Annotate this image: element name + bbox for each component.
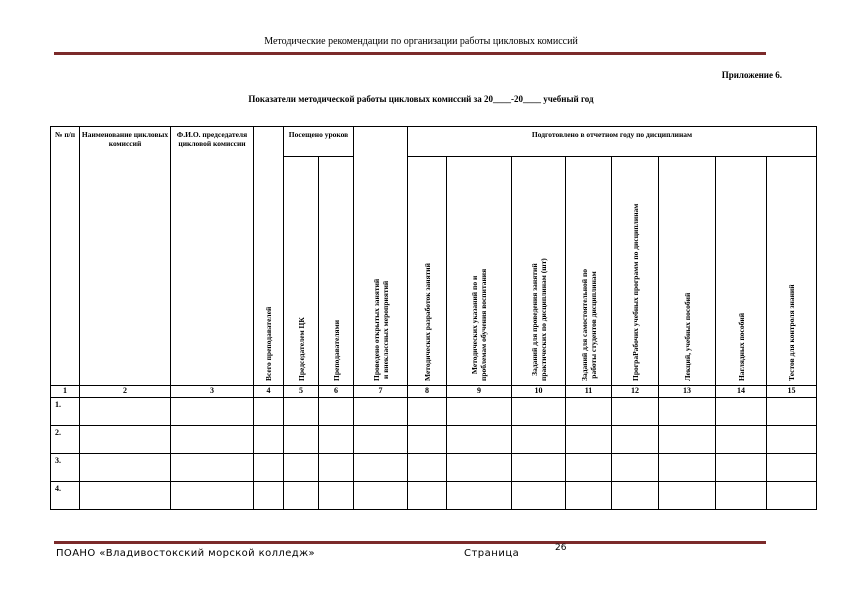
footer-organization: ПОАНО «Владивостокский морской колледж» <box>56 548 315 559</box>
header-commission-name: Наименование цикловых комиссий <box>80 127 171 386</box>
header-chair-name: Ф.И.О. председателя цикловой комиссии <box>171 127 254 386</box>
table-row <box>51 426 817 454</box>
table-cell <box>612 482 659 510</box>
column-number-cell: 11 <box>566 386 612 398</box>
table-cell <box>319 426 354 454</box>
header-lectures: Лекций, учебных пособий <box>659 157 716 386</box>
table-cell <box>319 398 354 426</box>
header-prepared-group: Подготовлено в отчетном году по дисциплинам <box>408 127 817 157</box>
table-row <box>51 454 817 482</box>
table-cell <box>254 398 284 426</box>
table-cell <box>319 482 354 510</box>
table-cell <box>408 426 447 454</box>
header-practical-tasks: Заданий для проведения занятий практических по дисциплинам (шт) <box>512 157 566 386</box>
table-cell <box>284 454 319 482</box>
table-row <box>51 482 817 510</box>
table-cell <box>171 426 254 454</box>
table-cell <box>354 398 408 426</box>
header-methodical-instructions: Методических указаний по и проблемам обучения воспитания <box>447 157 512 386</box>
column-number-cell: 8 <box>408 386 447 398</box>
table-cell <box>716 482 767 510</box>
table-cell <box>284 398 319 426</box>
table-cell <box>716 398 767 426</box>
table-cell <box>254 426 284 454</box>
table-cell <box>80 482 171 510</box>
header-methodical-developments: Методических разработок занятий <box>408 157 447 386</box>
table-cell <box>80 454 171 482</box>
methodical-work-table <box>50 126 817 510</box>
table-cell <box>354 426 408 454</box>
table-cell <box>408 398 447 426</box>
table-cell <box>767 454 817 482</box>
table-cell <box>566 454 612 482</box>
table-cell <box>447 454 512 482</box>
table-cell <box>512 426 566 454</box>
table-cell <box>80 398 171 426</box>
table-cell <box>659 482 716 510</box>
table-cell <box>284 426 319 454</box>
header-work-programs: ПрограРабочих учебных программ по дисциплинам <box>612 157 659 386</box>
table-cell <box>612 454 659 482</box>
table-cell <box>512 482 566 510</box>
table-cell <box>354 454 408 482</box>
row-number: 1. <box>51 398 80 426</box>
header-independent-work: Заданий для самостоятельной по работы студентов дисциплинам <box>566 157 612 386</box>
page-header-title: Методические рекомендации по организации работы цикловых комиссий <box>264 36 578 47</box>
table-cell <box>254 454 284 482</box>
column-number-cell: 5 <box>284 386 319 398</box>
row-number: 3. <box>51 454 80 482</box>
table-cell <box>447 482 512 510</box>
table-cell <box>447 398 512 426</box>
table-cell <box>767 426 817 454</box>
column-number-cell: 10 <box>512 386 566 398</box>
column-number-cell: 12 <box>612 386 659 398</box>
header-open-lessons: Проведено открытых занятий и внеклассных мероприятий <box>354 127 408 386</box>
column-number-cell: 1 <box>51 386 80 398</box>
table-cell <box>408 454 447 482</box>
row-number: 4. <box>51 482 80 510</box>
table-cell <box>612 426 659 454</box>
column-number-cell: 15 <box>767 386 817 398</box>
table-cell <box>566 482 612 510</box>
table-cell <box>447 426 512 454</box>
table-cell <box>659 398 716 426</box>
table-cell <box>408 482 447 510</box>
table-cell <box>659 426 716 454</box>
header-by-teachers: Преподавателями <box>319 157 354 386</box>
column-number-cell: 14 <box>716 386 767 398</box>
header-tests: Тестов для контроля знаний <box>767 157 817 386</box>
table-cell <box>716 454 767 482</box>
header-by-chair: Председателем ЦК <box>284 157 319 386</box>
table-cell <box>767 398 817 426</box>
table-cell <box>171 454 254 482</box>
table-cell <box>171 482 254 510</box>
footer-page-label: Страница <box>464 548 520 559</box>
table-cell <box>254 482 284 510</box>
footer-divider <box>54 541 766 544</box>
header-number: № п/п <box>51 127 80 386</box>
column-number-cell: 2 <box>80 386 171 398</box>
column-number-cell: 3 <box>171 386 254 398</box>
column-number-cell: 4 <box>254 386 284 398</box>
table-cell <box>659 454 716 482</box>
table-cell <box>80 426 171 454</box>
header-lessons-visited: Посещено уроков <box>284 127 354 157</box>
table-cell <box>319 454 354 482</box>
table-cell <box>716 426 767 454</box>
column-number-cell: 13 <box>659 386 716 398</box>
column-number-cell: 9 <box>447 386 512 398</box>
table-cell <box>566 426 612 454</box>
table-row <box>51 398 817 426</box>
table-cell <box>767 482 817 510</box>
row-number: 2. <box>51 426 80 454</box>
table-cell <box>354 482 408 510</box>
table-cell <box>512 454 566 482</box>
column-numbers-row <box>51 386 817 398</box>
table-cell <box>566 398 612 426</box>
header-divider <box>54 52 766 55</box>
column-number-cell: 7 <box>354 386 408 398</box>
document-title: Показатели методической работы цикловых комиссий за 20____-20____ учебный год <box>248 94 594 104</box>
column-number-cell: 6 <box>319 386 354 398</box>
table-cell <box>512 398 566 426</box>
appendix-label: Приложение 6. <box>721 70 782 80</box>
table-cell <box>612 398 659 426</box>
header-visual-aids: Наглядных пособий <box>716 157 767 386</box>
table-cell <box>171 398 254 426</box>
footer-page-number: 26 <box>555 543 567 553</box>
table-cell <box>284 482 319 510</box>
header-total-teachers: Всего преподавателей <box>254 127 284 386</box>
